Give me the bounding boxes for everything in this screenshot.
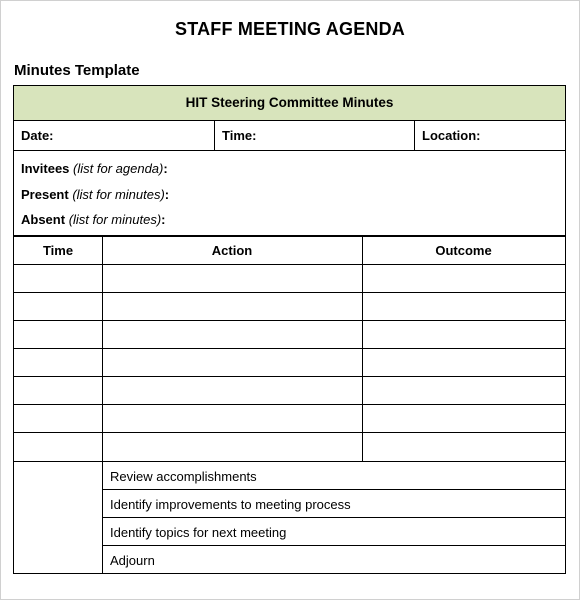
row-divider (14, 404, 565, 405)
meeting-info-row (14, 121, 565, 151)
row-divider (14, 376, 565, 377)
invitees-colon: : (163, 161, 168, 176)
attendance-section (14, 151, 565, 237)
agenda-item-next-topics: Identify topics for next meeting (110, 525, 287, 540)
row-divider (14, 292, 565, 293)
row-divider (14, 461, 565, 462)
agenda-item-improvements: Identify improvements to meeting process (110, 497, 351, 512)
row-divider (14, 264, 565, 265)
absent-colon: : (161, 212, 166, 227)
absent-note: (list for minutes) (68, 212, 162, 227)
committee-banner: HIT Steering Committee Minutes (14, 86, 565, 121)
template-subtitle: Minutes Template (14, 62, 140, 79)
invitees-label: Invitees (21, 161, 70, 176)
row-divider (14, 432, 565, 433)
column-divider (102, 237, 103, 573)
location-label: Location: (422, 128, 481, 143)
column-divider (362, 237, 363, 461)
page-title: STAFF MEETING AGENDA (175, 19, 405, 39)
time-field[interactable] (215, 121, 415, 150)
action-column-header: Action (211, 243, 253, 258)
absent-line[interactable] (21, 212, 166, 227)
time-label: Time: (222, 128, 257, 143)
invitees-note: (list for agenda) (73, 161, 164, 176)
row-divider (14, 348, 565, 349)
date-label: Date: (21, 128, 54, 143)
present-colon: : (164, 187, 170, 202)
present-line[interactable] (21, 187, 169, 202)
location-field[interactable] (415, 121, 565, 150)
present-note: (list for minutes) (72, 187, 165, 202)
agenda-item-review: Review accomplishments (110, 469, 257, 484)
date-field[interactable] (14, 121, 215, 150)
present-label: Present (21, 187, 69, 202)
minutes-form (13, 85, 566, 574)
agenda-table (14, 237, 565, 573)
outcome-column-header: Outcome (435, 243, 492, 258)
time-column-header: Time (42, 243, 74, 258)
absent-label: Absent (21, 212, 66, 227)
invitees-line[interactable] (21, 161, 168, 176)
agenda-item-adjourn: Adjourn (110, 553, 155, 568)
row-divider (14, 320, 565, 321)
